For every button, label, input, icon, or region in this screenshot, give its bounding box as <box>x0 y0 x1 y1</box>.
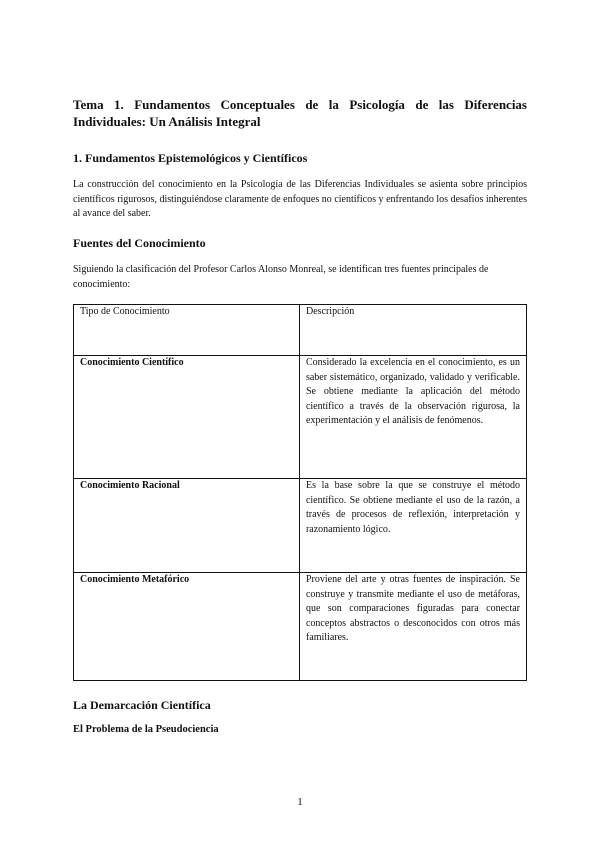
table-cell-description: Considerado la excelencia en el conocimiento, es un saber sistemático, organizado, validado y verificable. Se obtiene mediante la aplicación del método científico a través de la observación rigurosa, la experimentación y el análisis de fenómenos. <box>299 356 526 479</box>
table-header-row <box>74 305 527 356</box>
section-heading-sources: Fuentes del Conocimiento <box>73 236 206 250</box>
table-row <box>74 356 527 479</box>
table-cell-description: Proviene del arte y otras fuentes de inspiración. Se construye y transmite mediante el uso de metáforas, que son comparaciones figuradas para conectar conceptos abstractos o desconocidos con otros más familiares. <box>299 573 526 681</box>
section-heading-demarcation: La Demarcación Científica <box>73 698 211 712</box>
knowledge-table <box>73 304 527 681</box>
table-cell-type: Conocimiento Científico <box>74 356 300 479</box>
table-cell-type: Conocimiento Metafórico <box>74 573 300 681</box>
section-paragraph-epistemological: La construcción del conocimiento en la Psicología de las Diferencias Individuales se asienta sobre principios científicos rigurosos, distinguiéndose claramente de enfoques no científicos y enfrentando los desafíos inherentes al avance del saber. <box>73 179 527 219</box>
table-cell-description: Es la base sobre la que se construye el método científico. Se obtiene mediante el uso de la razón, a través de procesos de reflexión, interpretación y razonamiento lógico. <box>299 479 526 573</box>
section-paragraph-sources: Siguiendo la clasificación del Profesor Carlos Alonso Monreal, se identifican tres fuentes principales de conocimiento: <box>73 264 489 290</box>
table-header-description: Descripción <box>299 305 526 356</box>
document-title: Tema 1. Fundamentos Conceptuales de la Psicología de las Diferencias Individuales: Un Análisis Integral <box>73 97 527 129</box>
page-number: 1 <box>297 796 303 808</box>
table-header-type: Tipo de Conocimiento <box>74 305 300 356</box>
subsection-heading-pseudoscience: El Problema de la Pseudociencia <box>73 724 219 735</box>
table-cell-type: Conocimiento Racional <box>74 479 300 573</box>
table-row <box>74 479 527 573</box>
section-heading-epistemological: 1. Fundamentos Epistemológicos y Científicos <box>73 151 308 165</box>
table-row <box>74 573 527 681</box>
